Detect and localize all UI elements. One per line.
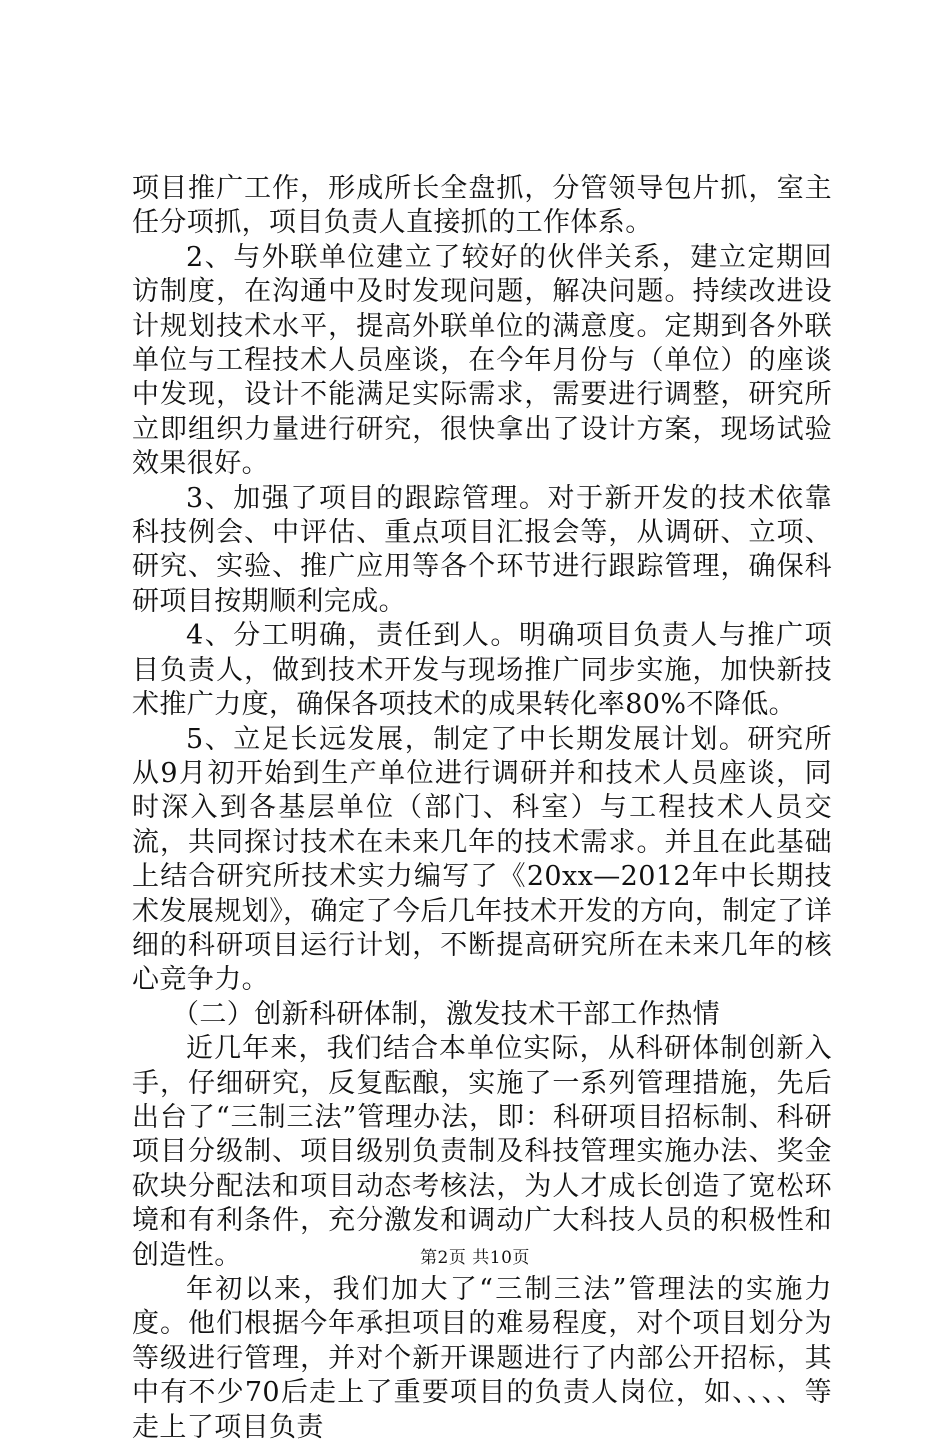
paragraph: 2、与外联单位建立了较好的伙伴关系，建立定期回访制度，在沟通中及时发现问题，解决问题。持续改进设计规划技术水平，提高外联单位的满意度。定期到各外联单位与工程技术人员座谈，在今年月份与（单位）的座谈中发现，设计不能满足实际需求，需要进行调整，研究所立即组织力量进行研究，很快拿出了设计方案，现场试验效果很好。 <box>132 241 832 480</box>
paragraph: 5、立足长远发展，制定了中长期发展计划。研究所从9月初开始到生产单位进行调研并和技术人员座谈，同时深入到各基层单位（部门、科室）与工程技术人员交流，共同探讨技术在未来几年的技术需求。并且在此基础上结合研究所技术实力编写了《20xx—2012年中长期技术发展规划》，确定了今后几年技术开发的方向，制定了详细的科研项目运行计划，不断提高研究所在未来几年的核心竞争力。 <box>132 723 832 996</box>
paragraph: 3、加强了项目的跟踪管理。对于新开发的技术依靠科技例会、中评估、重点项目汇报会等，从调研、立项、研究、实验、推广应用等各个环节进行跟踪管理，确保科研项目按期顺利完成。 <box>132 482 832 617</box>
page-footer: 第2页 共10页 <box>420 1248 530 1268</box>
section-heading: （二）创新科研体制，激发技术干部工作热情 <box>172 998 720 1030</box>
paragraph: 近几年来，我们结合本单位实际，从科研体制创新入手，仔细研究，反复酝酿，实施了一系列管理措施，先后出台了“三制三法”管理办法，即：科研项目招标制、科研项目分级制、项目级别负责制及科技管理实施办法、奖金砍块分配法和项目动态考核法，为人才成长创造了宽松环境和有利条件，充分激发和调动广大科技人员的积极性和创造性。 <box>132 1033 832 1271</box>
paragraph: 年初以来，我们加大了“三制三法”管理法的实施力度。他们根据今年承担项目的难易程度，对个项目划分为等级进行管理，并对个新开课题进行了内部公开招标，其中有不少70后走上了重要项目的负责人岗位，如、、、、等走上了项目负责 <box>132 1274 832 1443</box>
paragraph: 项目推广工作，形成所长全盘抓，分管领导包片抓，室主任分项抓，项目负责人直接抓的工作体系。 <box>132 173 832 239</box>
paragraph: 4、分工明确，责任到人。明确项目负责人与推广项目负责人，做到技术开发与现场推广同步实施，加快新技术推广力度，确保各项技术的成果转化率80%不降低。 <box>132 620 832 721</box>
